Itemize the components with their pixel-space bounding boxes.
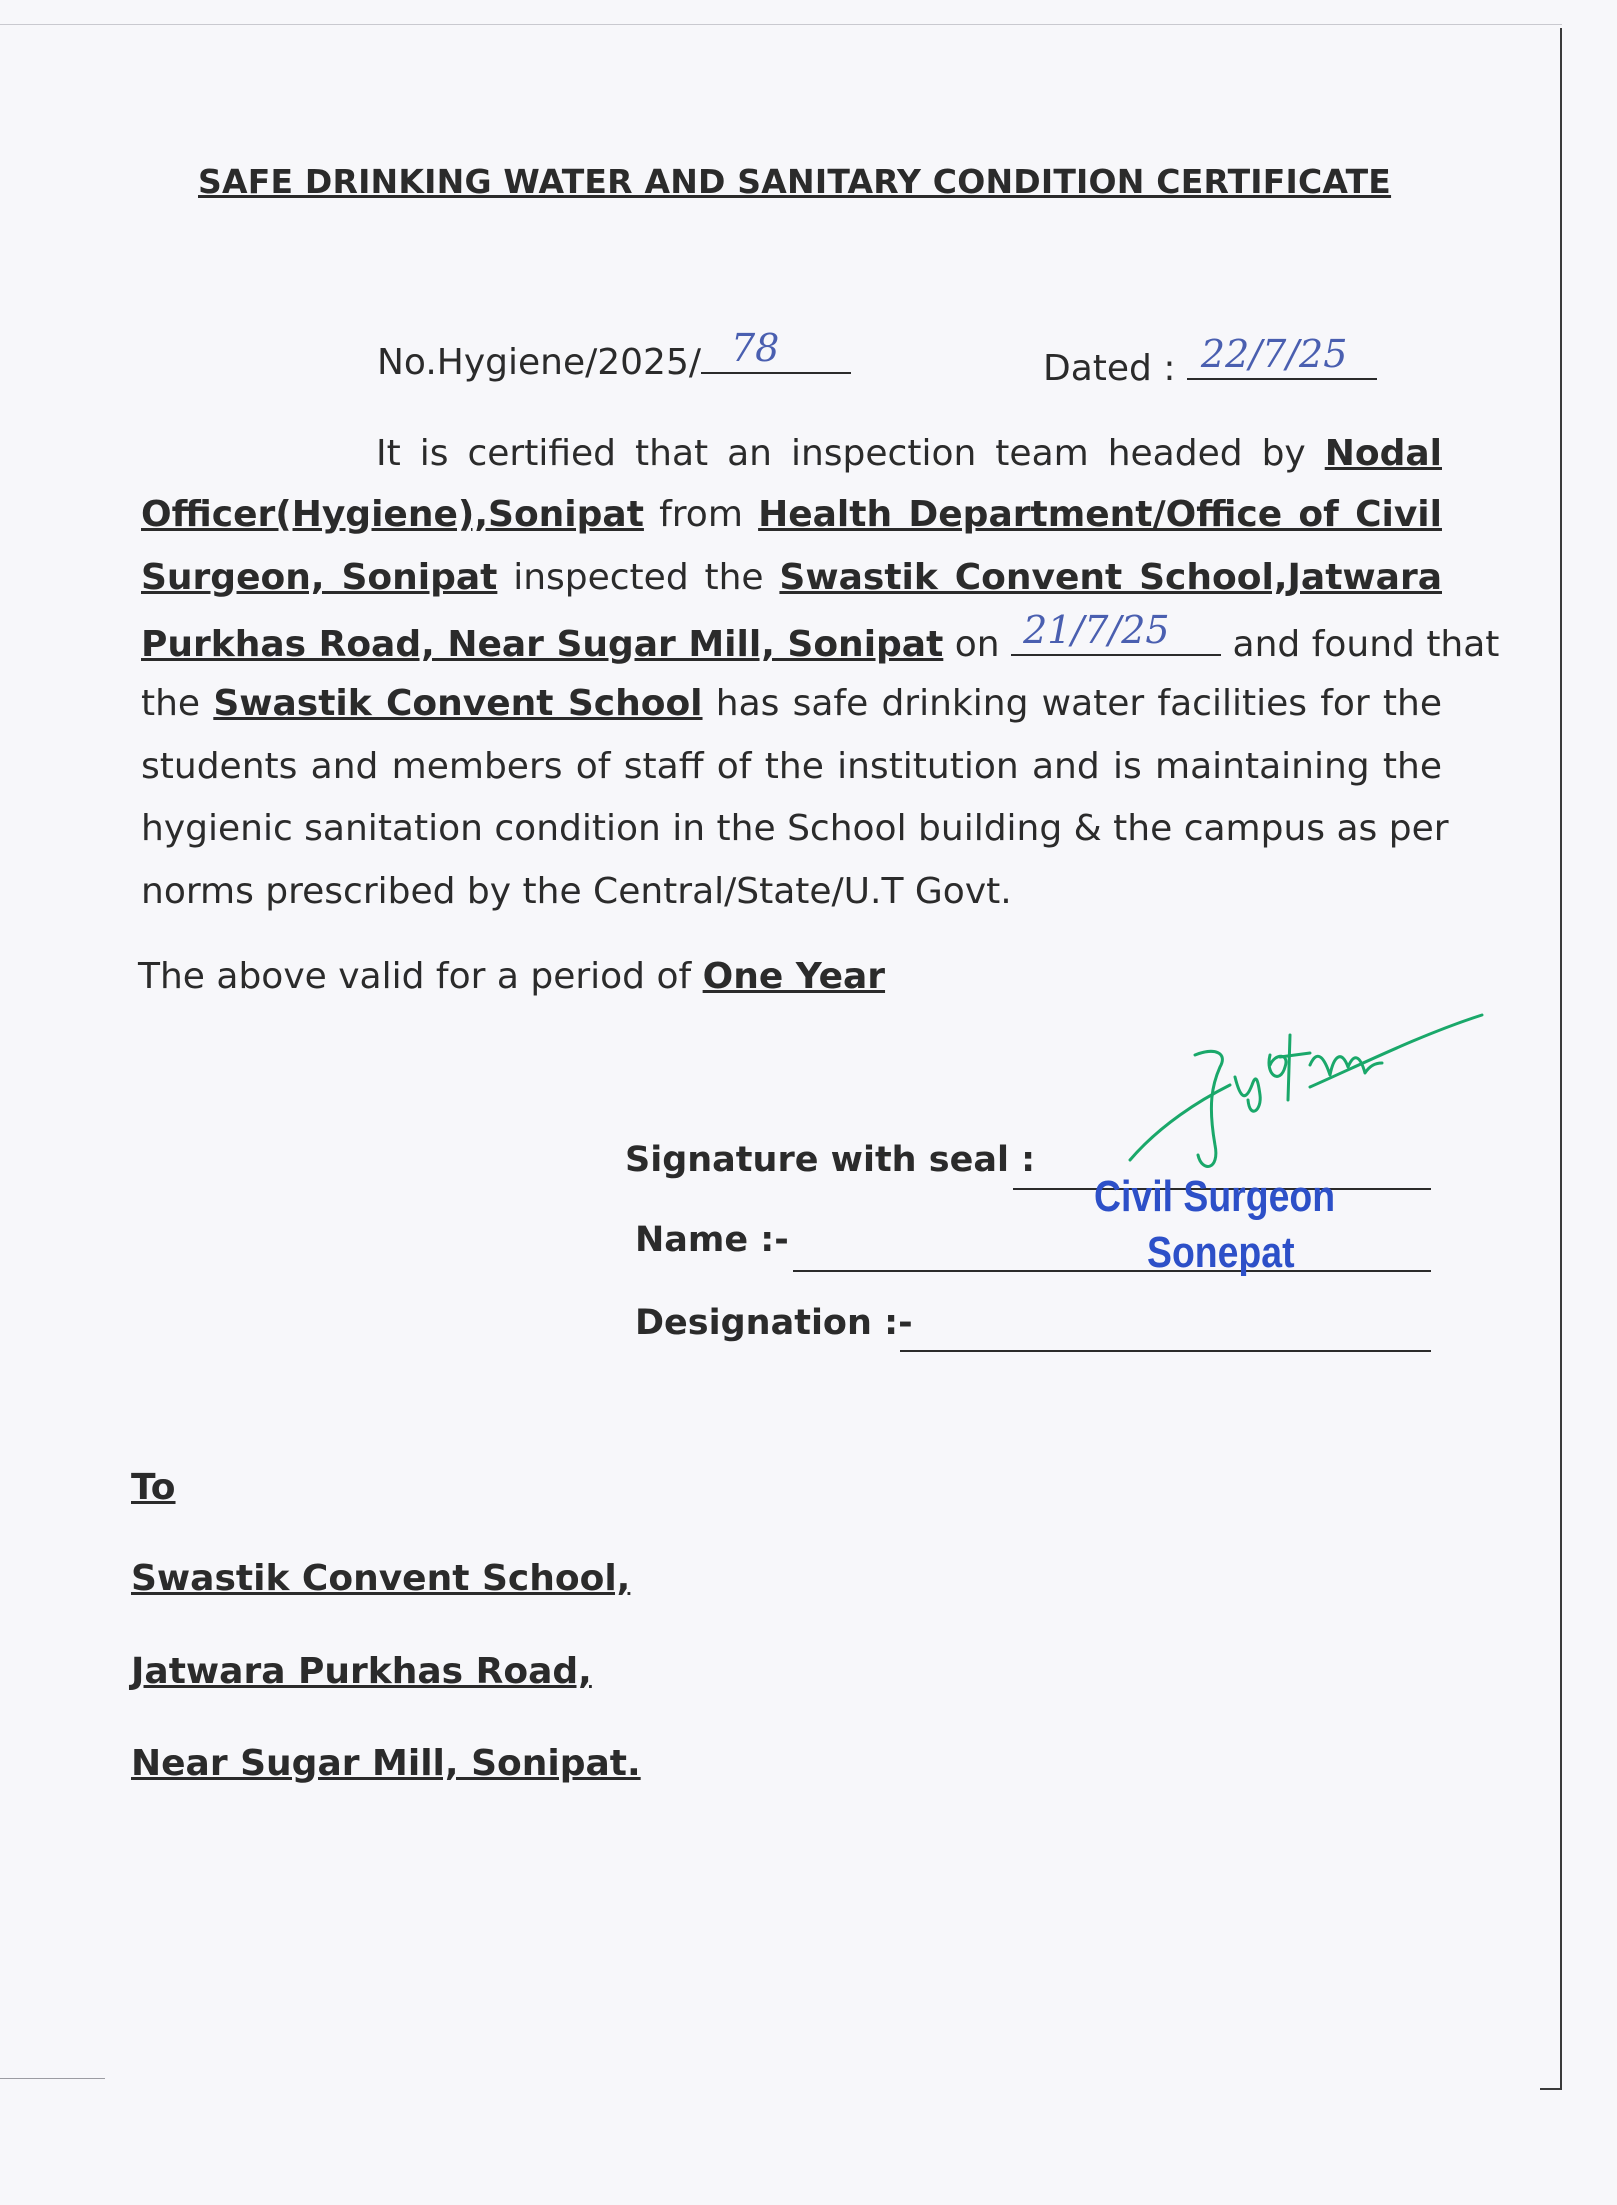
page-edge-right <box>1560 28 1562 2088</box>
body-text: and found that <box>1232 624 1500 665</box>
dated-handwritten: 22/7/25 <box>1200 332 1348 377</box>
validity-text: The above valid for a period of <box>138 956 692 997</box>
body-text: the <box>141 683 201 724</box>
address-line-1: Swastik Convent School, <box>131 1558 631 1599</box>
body-text: has safe drinking water facilities for the <box>715 683 1442 724</box>
address-to: To <box>131 1467 176 1508</box>
nodal-text: Nodal <box>1324 433 1442 474</box>
reference-number <box>377 326 851 384</box>
school-name-text: Swastik Convent School <box>213 683 703 724</box>
handwritten-signature <box>1120 1005 1490 1175</box>
name-label: Name :- <box>635 1220 789 1260</box>
body-line-6: students and members of staff of the institution and is maintaining the <box>141 746 1442 787</box>
reference-blank <box>701 326 851 374</box>
reference-prefix: No.Hygiene/2025/ <box>377 342 701 383</box>
designation-line <box>900 1350 1431 1352</box>
school-address-text: Purkhas Road, Near Sugar Mill, Sonipat <box>141 624 944 665</box>
body-text: from <box>659 494 743 535</box>
validity-period: One Year <box>702 956 886 997</box>
body-line-4 <box>141 608 1500 666</box>
body-text: on <box>954 624 1000 665</box>
body-line-3 <box>141 556 1442 599</box>
address-line-2: Jatwara Purkhas Road, <box>131 1651 592 1692</box>
civil-surgeon-stamp: Civil Surgeon <box>1094 1172 1336 1221</box>
name-line <box>793 1270 1431 1272</box>
surgeon-text: Surgeon, Sonipat <box>141 557 498 598</box>
body-line-2 <box>141 493 1442 536</box>
designation-label: Designation :- <box>635 1303 913 1343</box>
department-text: Health Department/Office of Civil <box>758 494 1442 535</box>
address-line-3: Near Sugar Mill, Sonipat. <box>131 1743 641 1784</box>
body-line-1 <box>376 432 1442 475</box>
validity-line <box>138 955 885 998</box>
inspection-date-handwritten: 21/7/25 <box>1023 608 1170 653</box>
page-edge-bottom <box>0 2078 105 2079</box>
body-line-7: hygienic sanitation condition in the School building & the campus as per <box>141 808 1449 849</box>
officer-text: Officer(Hygiene),Sonipat <box>141 494 644 535</box>
page-edge-top <box>0 24 1562 25</box>
page-edge-corner <box>1540 2088 1562 2090</box>
body-line-5 <box>141 682 1442 725</box>
certificate-title: SAFE DRINKING WATER AND SANITARY CONDITION CERTIFICATE <box>198 162 1392 201</box>
reference-number-handwritten: 78 <box>730 326 780 371</box>
body-text: It is certified that an inspection team headed by <box>376 433 1306 474</box>
dated-label: Dated : <box>1043 348 1176 389</box>
dated-blank <box>1187 332 1377 380</box>
dated-field <box>1043 332 1377 390</box>
signature-label: Signature with seal : <box>625 1140 1036 1180</box>
body-line-8: norms prescribed by the Central/State/U.T Govt. <box>141 871 1012 912</box>
body-text: inspected the <box>513 557 764 598</box>
school-name-text: Swastik Convent School,Jatwara <box>779 557 1442 598</box>
sonepat-stamp: Sonepat <box>1147 1228 1295 1277</box>
inspection-date-blank <box>1011 608 1221 656</box>
